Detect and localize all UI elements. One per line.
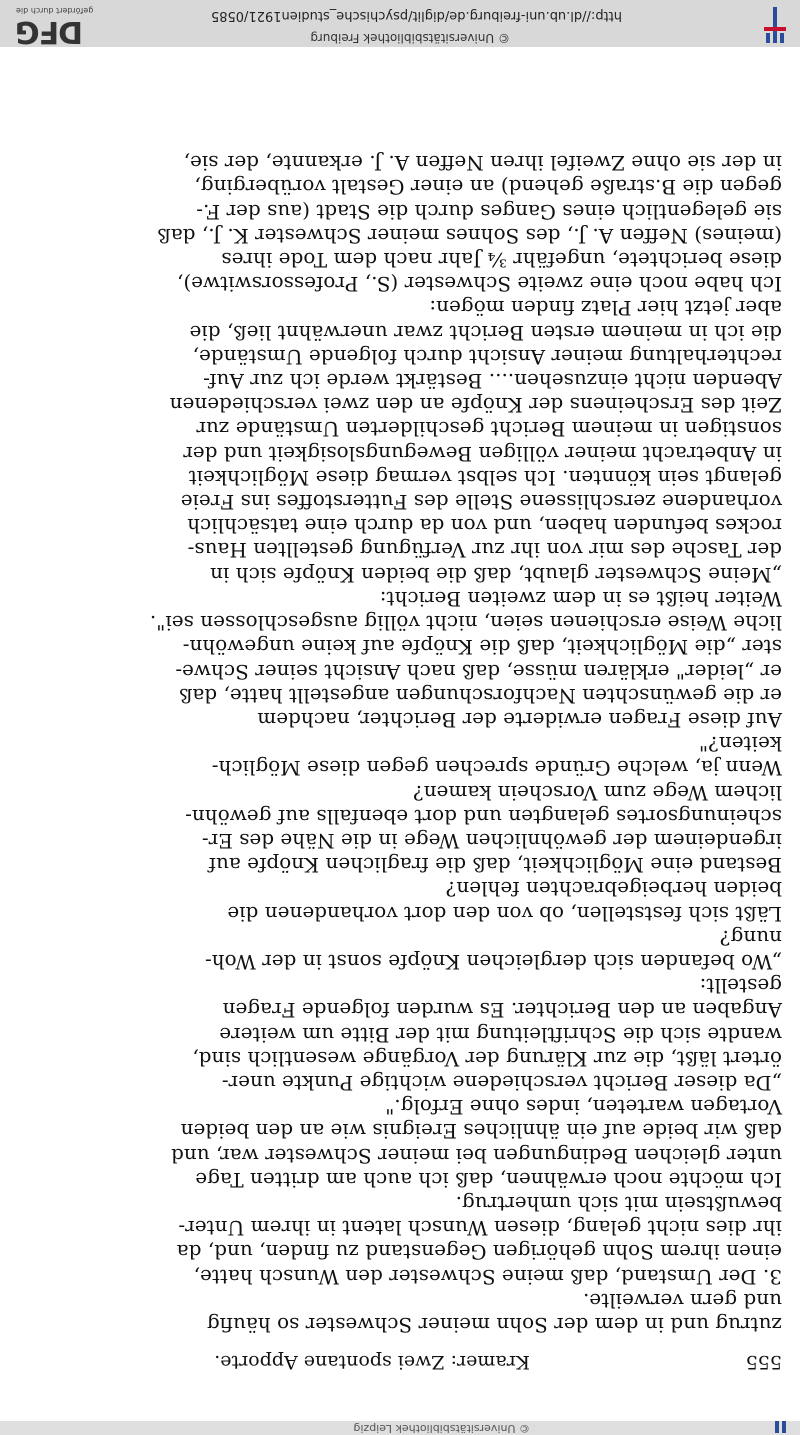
library-credit: © Universitätsbibliothek Freiburg <box>310 31 510 45</box>
dfg-logo-subtext: gefördert durch die <box>16 6 94 15</box>
page-number: 555 <box>745 1351 782 1373</box>
running-head: Kramer: Zwei spontane Apporte. <box>214 1351 530 1373</box>
university-logo-icon <box>760 5 790 45</box>
paragraph: Bestand eine Möglichkeit, daß die fraglichen Knöpfe auf irgendeinem der gewöhnlichen Wege in die Nähe des Er- scheinungsortes gelangten und dort ebenfalls auf gewöhn- lichem Wege zum Vorschein kamen? <box>185 780 782 878</box>
paragraph: Weiter heißt es in dem zweiten Bericht: <box>379 586 782 611</box>
paragraph: zutrug und in dem der Sohn meiner Schwester so häufig und gern verweilte. <box>206 1288 782 1337</box>
paragraph: „Wo befanden sich dergleichen Knöpfe sonst in der Woh- nung? <box>204 925 782 974</box>
paragraph: Wenn ja, welche Gründe sprechen gegen diese Möglich- keiten?" <box>211 732 782 781</box>
paragraph: 3. Der Umstand, daß meine Schwester den Wunsch hatte, einen ihrem Sohn gehörigen Gegenstand zu finden, und, da ihr dies nicht gelang, diesen Wunsch latent in ihrem Unter- bewußtsein mit sich umhertrug. <box>176 1191 782 1289</box>
header-library-credit: © Universitätsbibliothek Leipzig <box>353 1422 530 1435</box>
source-url-link[interactable]: http://dl.ub.uni-freiburg.de/diglit/psychische_studien1921/0585 <box>210 8 622 23</box>
paragraph: „Meine Schwester glaubt, daß die beiden Knöpfe sich in der Tasche des mir von ihr zur Verfügung gestellten Haus- rockes befunden haben, und von da durch eine tatsächlich vorhandene zerschlissene Stelle des Futterstoffes ins Freie gelangt sein könnten. Ich selbst vermag diese Möglichkeit in Anbetracht meiner völligen Bewegungslosigkeit und der sonstigen in meinem Bericht geschilderten Umstände zur Zeit des Erscheinens der Knöpfe an den zwei verschiedenen Abenden nicht einzusehen.... Bestärkt werde ich zur Auf- rechterhaltung meiner Ansicht durch folgende Umstände, die ich in meinem ersten Bericht zwar unerwähnt ließ, die aber jetzt hier Platz finden mögen: <box>169 296 782 587</box>
paragraph: Ich möchte noch erwähnen, daß ich auch am dritten Tage unter gleichen Bedingungen bei meiner Schwester war, und daß wir beide auf ein ähnliches Ereignis wie an den beiden Vortagen warteten, indes ohne Erfolg." <box>171 1095 782 1192</box>
dfg-logo-mark: DFG <box>16 14 84 49</box>
paragraph: Läßt sich feststellen, ob von den dort vorhandenen die beiden herbeigebrachten fehlen? <box>227 877 782 926</box>
paragraph: Auf diese Fragen erwiderte der Berichter, nachdem er die gewünschten Nachforschungen angestellt hatte, daß er „leider" erklären müsse, daß nach Ansicht seiner Schwe- ster „die Möglichkeit, daß die Knöpfe auf keine ungewöhn- liche Weise erschienen seien, nicht völlig ausgeschlossen sei". <box>149 611 782 732</box>
body-text <box>12 151 782 1337</box>
paragraph: „Da dieser Bericht verschiedene wichtige Punkte uner- örtert läßt, die zur Klärung der Vorgänge wesentlich sind, wandte sich die Schriftleitung mit der Bitte um weitere Angaben an den Berichter. Es wurden folgende Fragen gestellt: <box>192 974 782 1095</box>
university-mark-icon <box>770 1421 790 1435</box>
bottom-viewer-strip <box>0 1421 800 1435</box>
paragraph: Ich habe noch eine zweite Schwester (S., Professorswitwe), diese berichtete, ungefähr ¾ Jahr nach dem Tode ihres (meines) Neffen A. J., des Sohnes meiner Schwester K. J., daß sie gelegentlich eines Ganges durch die Stadt (aus der F.- gegen die B.straße gehend) an einer Gestalt vorüberging, in der sie ohne Zweifel ihren Neffen A. J. erkannte, der sie, <box>157 151 782 297</box>
dfg-logo <box>8 2 108 47</box>
